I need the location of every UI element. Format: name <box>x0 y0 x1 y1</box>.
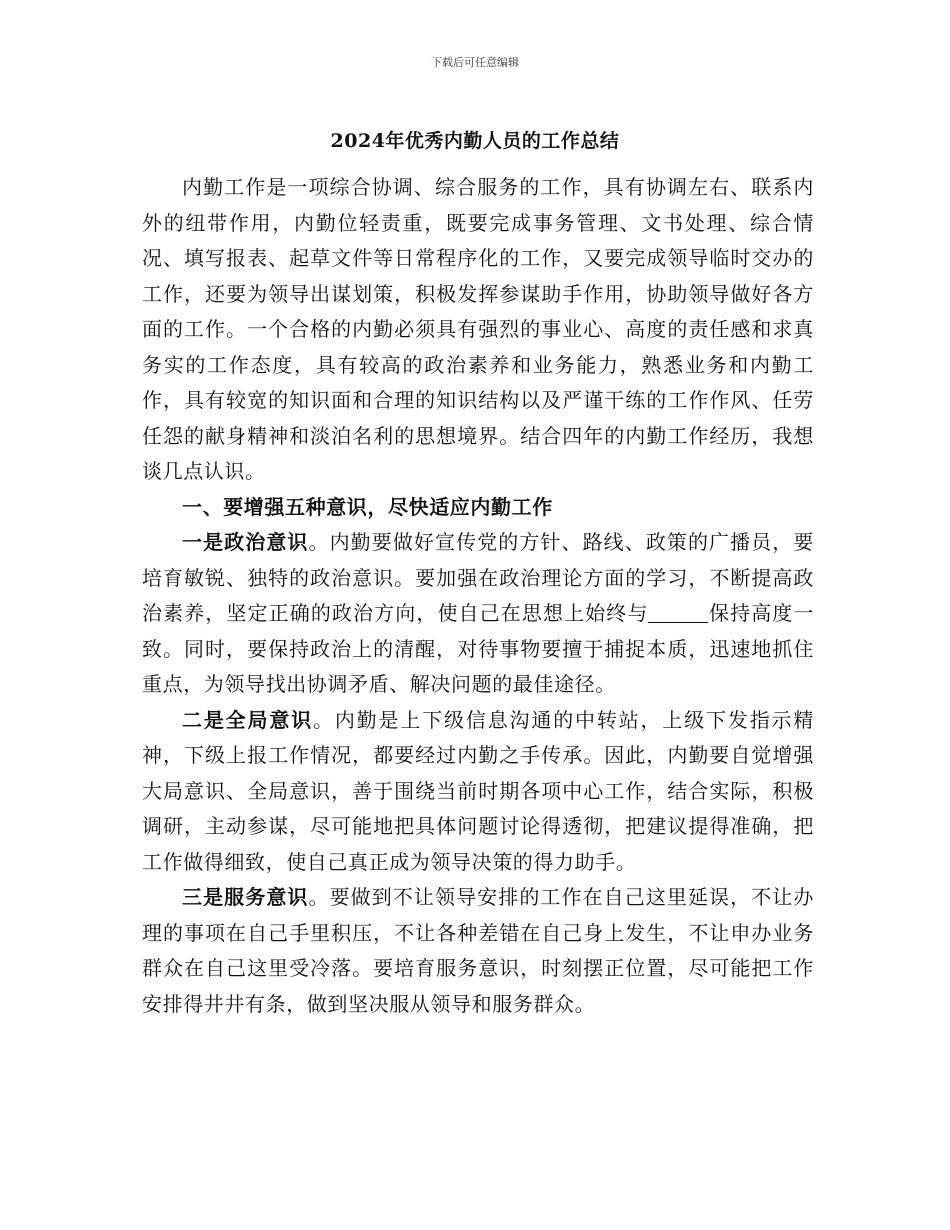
point-lead: 三是服务意识 <box>182 885 309 909</box>
document-body <box>142 170 814 1022</box>
point-text: 。要做到不让领导安排的工作在自己这里延误，不让办理的事项在自己手里积压，不让各种差错在自己身上发生，不让申办业务群众在自己这里受冷落。要培育服务意识，时刻摆正位置，尽可能把工作安排得井井有条，做到坚决服从领导和服务群众。 <box>142 885 814 1016</box>
point-lead: 二是全局意识 <box>182 707 314 732</box>
point-political-awareness <box>142 525 814 703</box>
document-title: 2024年优秀内勤人员的工作总结 <box>330 130 620 152</box>
point-overall-awareness <box>142 703 814 881</box>
point-lead: 一是政治意识 <box>182 530 309 554</box>
point-text: 。内勤要做好宣传党的方针、路线、政策的广播员，要培育敏锐、独特的政治意识。要加强在政治理论方面的学习，不断提高政治素养，坚定正确的政治方向，使自己在思想上始终与 <box>142 530 814 625</box>
point-service-awareness <box>142 880 814 1022</box>
point-text: 保持高度一致。同时，要保持政治上的清醒，对待事物要擅于捕捉本质，迅速地抓住重点，为领导找出协调矛盾、解决问题的最佳途径。 <box>142 601 815 696</box>
section-heading: 一、要增强五种意识，尽快适应内勤工作 <box>182 494 553 519</box>
header-note: 下载后可任意编辑 <box>431 56 519 69</box>
fill-in-blank <box>648 602 708 623</box>
point-text: 。内勤是上下级信息沟通的中转站，上级下发指示精神，下级上报工作情况，都要经过内勤之手传承。因此，内勤要自觉增强大局意识、全局意识，善于围绕当前时期各项中心工作，结合实际，积极调研，主动参谋，尽可能地把具体问题讨论得透彻，把建议提得准确，把工作做得细致，使自己真正成为领导决策的得力助手。 <box>142 707 814 874</box>
intro-paragraph: 内勤工作是一项综合协调、综合服务的工作，具有协调左右、联系内外的纽带作用，内勤位轻责重，既要完成事务管理、文书处理、综合情况、填写报表、起草文件等日常程序化的工作，又要完成领导临时交办的工作，还要为领导出谋划策，积极发挥参谋助手作用，协助领导做好各方面的工作。一个合格的内勤必须具有强烈的事业心、高度的责任感和求真务实的工作态度，具有较高的政治素养和业务能力，熟悉业务和内勤工作，具有较宽的知识面和合理的知识结构以及严谨干练的工作作风、任劳任怨的献身精神和淡泊名利的思想境界。结合四年的内勤工作经历，我想谈几点认识。 <box>142 175 814 483</box>
